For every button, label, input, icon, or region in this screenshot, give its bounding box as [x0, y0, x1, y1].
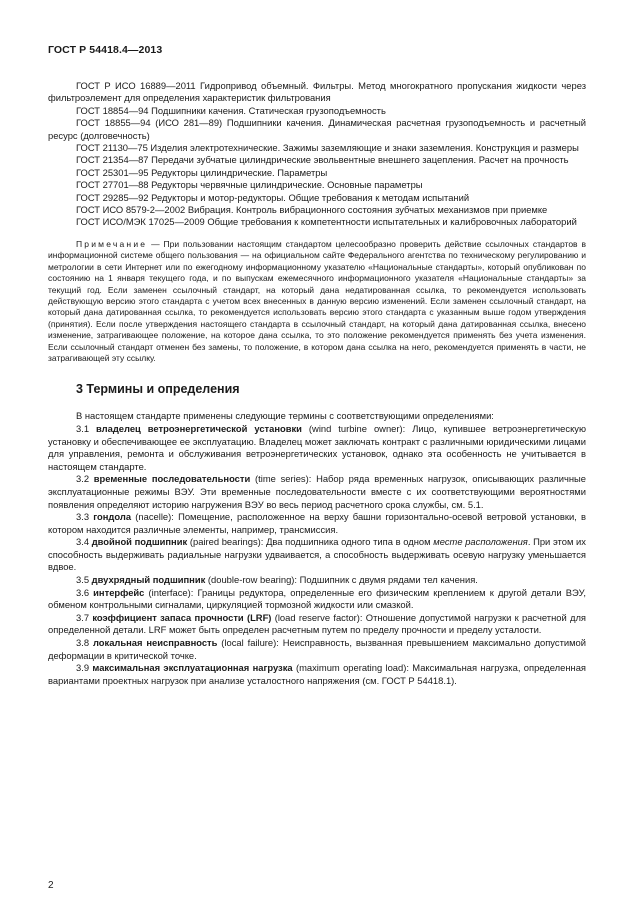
term-number: 3.5 — [76, 574, 92, 586]
term-text: (nacelle): Помещение, расположенное на верху башни горизонтально-осевой ветровой установки, в котором находится различные элементы, например, трансмиссия. — [48, 511, 586, 535]
term-text: (time series): Набор ряда временных нагрузок, описывающих различные эксплуатационные режимы ВЭУ. Эти временные последовательности вместе с их соответствующими вероятностями появления определяют историю нагружения ВЭУ во весь период расчетного срока службы, см. 5.1. — [48, 473, 587, 510]
section-title: 3 Термины и определения — [76, 382, 240, 397]
reference-item: ГОСТ Р ИСО 16889—2011 Гидропривод объемный. Фильтры. Метод многократного пропускания жидкости через фильтроэлемент для определения характеристик фильтрования — [48, 80, 586, 104]
term-number: 3.8 — [76, 637, 93, 649]
term-definition — [48, 423, 586, 473]
term-text: (interface): Границы редуктора, определенные его физическим креплением к другой детали ВЭУ, обменом контрольными сигналами, циркуляцией тормозной жидкости или смазкой. — [48, 586, 586, 611]
reference-item: ГОСТ ИСО/МЭК 17025—2009 Общие требования к компетентности испытательных и калибровочных лабораторий — [76, 216, 577, 228]
term-name: двухрядный подшипник — [91, 574, 206, 586]
term-number: 3.7 — [76, 611, 93, 623]
term-number: 3.9 — [76, 662, 93, 674]
note-label: Примечание — [76, 238, 148, 249]
term-definition — [48, 612, 586, 637]
term-text: (wind turbine owner): Лицо, купившее ветроэнергетическую установку и обеспечивающее ее эксплуатацию. Владелец может заключать контракт с различными юридическими лицами для управления, ремонта и обслуживания ветроэнергетических установок, однако эта особенность не учитывается в настоящем стандарте. — [48, 422, 587, 472]
term-text: (load reserve factor): Отношение допустимой нагрузки к расчетной для определенной детали. LRF может быть определен расчетным путем по пределу прочности и пределу усталости. — [48, 611, 587, 636]
term-name: коэффициент запаса прочности (LRF) — [92, 611, 272, 623]
term-definition — [48, 574, 586, 587]
term-emphasis: месте расположения — [433, 536, 528, 548]
term-number: 3.3 — [76, 511, 94, 523]
term-definition — [48, 511, 586, 536]
term-name: интерфейс — [93, 586, 145, 598]
term-number: 3.4 — [76, 536, 92, 548]
term-text-continued: . При этом их способность выдерживать радиальные нагрузки удваивается, а способность выдерживать осевую нагрузку уменьшается вдвое. — [48, 536, 586, 573]
term-number: 3.6 — [76, 586, 94, 598]
term-definition — [48, 473, 586, 511]
term-definition — [48, 536, 586, 574]
term-number: 3.2 — [76, 473, 94, 485]
document-body — [48, 80, 586, 687]
term-text: (paired bearings): Два подшипника одного типа в одном — [187, 536, 434, 548]
term-name: двойной подшипник — [91, 536, 188, 548]
reference-item: ГОСТ ИСО 8579-2—2002 Вибрация. Контроль вибрационного состояния зубчатых механизмов при приемке — [76, 204, 548, 216]
term-text: (local failure): Неисправность, вызванная превышением максимально допустимой деформации в критической точке. — [48, 637, 587, 661]
term-name: владелец ветроэнергетической установки — [96, 422, 302, 434]
term-name: гондола — [93, 511, 132, 523]
reference-item: ГОСТ 18854—94 Подшипники качения. Статическая грузоподъемность — [76, 104, 386, 116]
running-header: ГОСТ Р 54418.4—2013 — [48, 44, 163, 56]
note-text: — При пользовании настоящим стандартом целесообразно проверить действие ссылочных стандартов в информационной системе общего пользования — на официальном сайте Федерального агентства по техническому регулированию и метрологии в сети Интернет или по ежегодному информационному указателю «Национальные стандарты», который опубликован по состоянию на 1 января текущего года, и по выпускам ежемесячного информационного указателя «Национальные стандарты» за текущий год. Если заменен ссылочный стандарт, на который дана недатированная ссылка, то рекомендуется использовать действующую версию этого стандарта с учетом всех внесенных в данную версию изменений. Если заменен ссылочный стандарт, на который дана датированная ссылка, то рекомендуется использовать версию этого стандарта с указанным выше годом утверждения (принятия). Если после утверждения настоящего стандарта в ссылочный стандарт, на который дана датированная ссылка, внесено изменение, затрагивающее положение, на которое дана ссылка, то это положение рекомендуется применять без учета изменения. Если ссылочный стандарт отменен без замены, то положение, в котором дана ссылка на него, рекомендуется применять в части, не затрагивающей эту ссылку. — [48, 238, 586, 363]
reference-item: ГОСТ 29285—92 Редукторы и мотор-редукторы. Общие требования к методам испытаний — [76, 191, 470, 203]
term-text: (double-row bearing): Подшипник с двумя рядами тел качения. — [205, 574, 478, 586]
note-paragraph — [48, 239, 586, 364]
term-name: локальная неисправность — [92, 637, 218, 649]
reference-item: ГОСТ 27701—88 Редукторы червячные цилиндрические. Основные параметры — [76, 179, 423, 191]
reference-item: ГОСТ 21354—87 Передачи зубчатые цилиндрические эвольвентные внешнего зацепления. Расчет на прочность — [76, 154, 569, 166]
term-text: (maximum operating load): Максимальная нагрузка, определенная вариантами проектных нагрузок при анализе усталостного напряжения (см. ГОСТ Р 54418.1). — [48, 662, 586, 686]
term-definition — [48, 662, 586, 687]
reference-item: ГОСТ 18855—94 (ИСО 281—89) Подшипники качения. Динамическая расчетная грузоподъемность и расчетный ресурс (долговечность) — [48, 117, 586, 141]
term-name: временные последовательности — [93, 473, 251, 485]
reference-item: ГОСТ 21130—75 Изделия электротехнические. Зажимы заземляющие и знаки заземления. Конструкция и размеры — [76, 142, 579, 154]
term-number: 3.1 — [76, 422, 97, 434]
reference-item: ГОСТ 25301—95 Редукторы цилиндрические. Параметры — [76, 166, 328, 178]
term-name: максимальная эксплуатационная нагрузка — [92, 662, 293, 674]
page-number: 2 — [48, 880, 54, 891]
term-definition — [48, 637, 586, 662]
term-definition — [48, 587, 586, 612]
section-intro: В настоящем стандарте применены следующие термины с соответствующими определениями: — [76, 410, 494, 422]
